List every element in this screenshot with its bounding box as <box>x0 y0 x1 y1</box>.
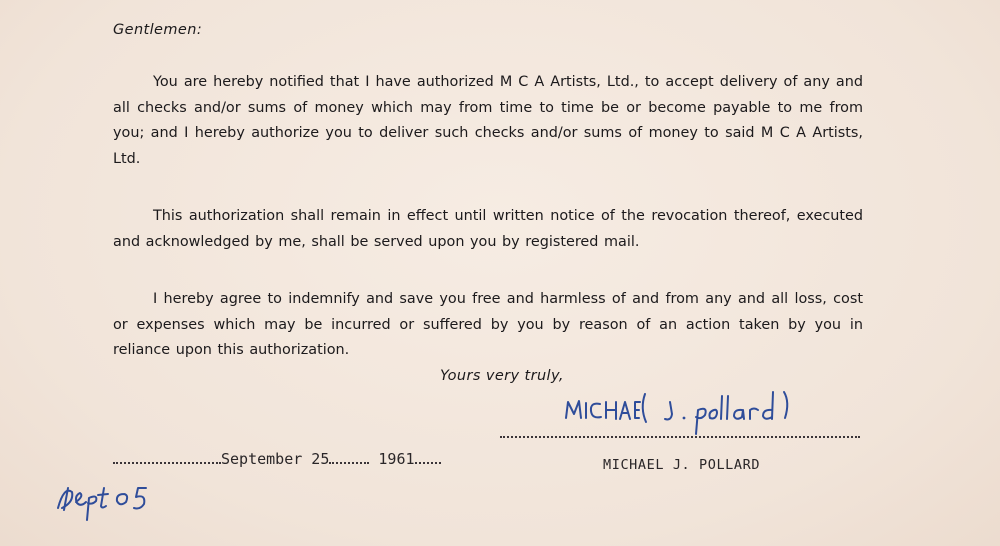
paragraph-authorization <box>113 70 863 172</box>
date-year-suffix: 61 <box>396 450 415 468</box>
signer-name: MICHAEL J. POLLARD <box>603 457 761 473</box>
date-dotted-leader <box>113 450 221 464</box>
date-dotted-leader <box>415 450 441 464</box>
closing: Yours very truly, <box>440 368 564 384</box>
date-year-prefix: 19 <box>378 450 397 468</box>
salutation: Gentlemen: <box>113 22 203 38</box>
date-dotted-leader <box>329 450 369 464</box>
paragraph-2-text: This authorization shall remain in effect until written notice of the revocation thereof, executed and acknowledged by me, shall be served upon you by registered mail. <box>113 208 863 250</box>
paragraph-indemnity <box>113 287 863 364</box>
date-month-day: September 25 <box>221 450 330 468</box>
paragraph-3-text: I hereby agree to indemnify and save you free and harmless of and from any and all loss, cost or expenses which may be incurred or suffered by you by reason of an action taken by you in reliance upon this authorization. <box>113 291 863 358</box>
signature-line <box>500 426 860 438</box>
date-line <box>113 450 441 466</box>
paragraph-1-text: You are hereby notified that I have authorized M C A Artists, Ltd., to accept delivery of any and all checks and/or sums of money which may from time to time be or become payable to me from you; and I hereby authorize you to deliver such checks and/or sums of money to said M C A Artists, Ltd. <box>113 74 863 167</box>
paragraph-revocation <box>113 204 863 255</box>
handwritten-margin-note <box>50 470 190 530</box>
